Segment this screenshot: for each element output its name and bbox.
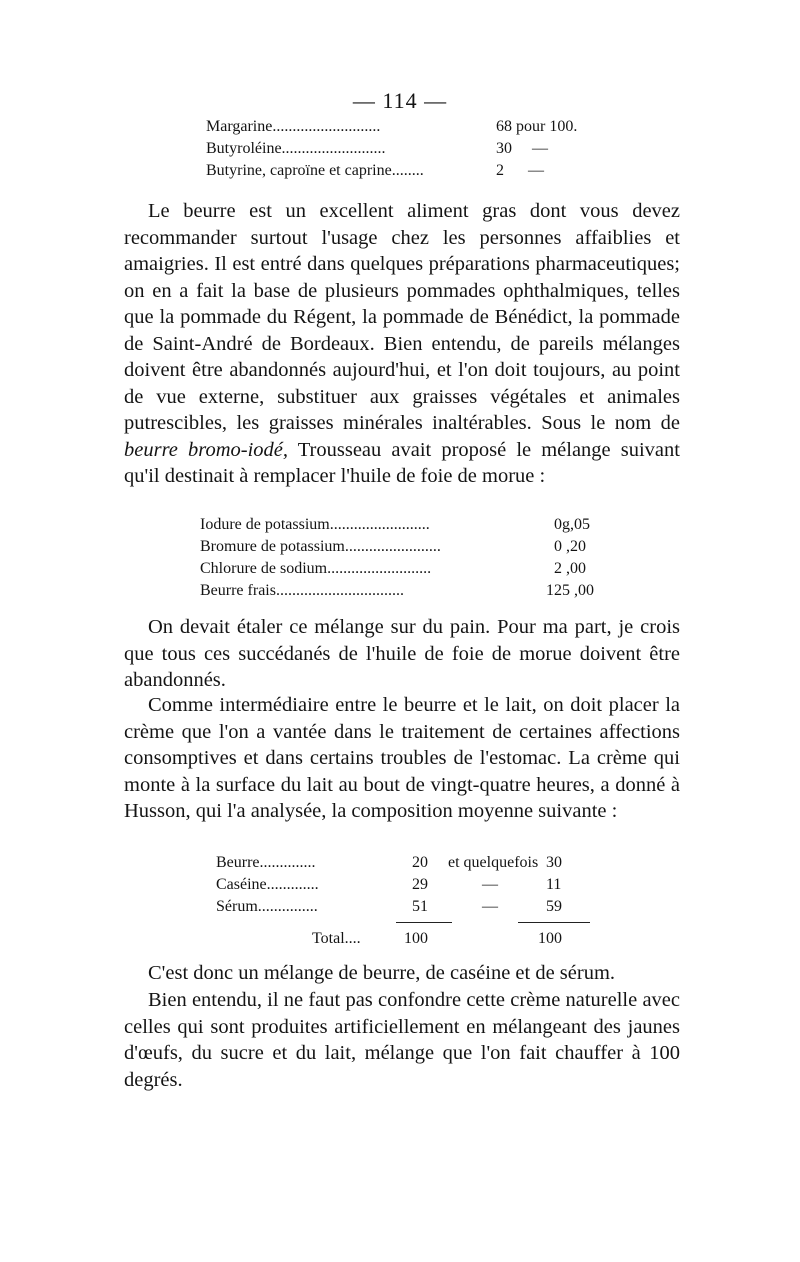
value-a: 20 bbox=[412, 854, 428, 871]
connector-text: et quelquefois bbox=[448, 854, 539, 871]
row-label: Margarine........................... bbox=[206, 118, 381, 135]
dash: — bbox=[482, 898, 498, 915]
row-label: Beurre frais................................ bbox=[200, 582, 404, 599]
table-row bbox=[216, 874, 596, 896]
para-italic: beurre bromo-iodé, bbox=[124, 438, 289, 461]
row-label: Iodure de potassium......................... bbox=[200, 516, 430, 533]
row-label: Butyrine, caproïne et caprine........ bbox=[206, 162, 424, 179]
value-b: 11 bbox=[546, 876, 562, 893]
table-row bbox=[206, 160, 626, 182]
table-row bbox=[216, 896, 596, 918]
table-row bbox=[206, 116, 626, 138]
recipe-table bbox=[200, 514, 620, 602]
row-value: 30 — bbox=[496, 140, 548, 157]
total-a: 100 bbox=[404, 930, 428, 947]
row-label: Butyroléine.......................... bbox=[206, 140, 386, 157]
value-a: 29 bbox=[412, 876, 428, 893]
paragraph-spread bbox=[124, 614, 680, 694]
dash: — bbox=[482, 876, 498, 893]
para-text: On devait étaler ce mélange sur du pain. Pour ma part, je crois que tous ces succédanés de l'huile de foie de morue doivent être abandonnés. bbox=[124, 616, 680, 691]
table-row bbox=[206, 138, 626, 160]
row-label: Beurre.............. bbox=[216, 854, 316, 871]
table-row bbox=[216, 852, 596, 874]
value-b: 30 bbox=[546, 854, 562, 871]
sum-rule-a bbox=[396, 922, 452, 923]
cream-table bbox=[216, 852, 596, 952]
table-row bbox=[200, 580, 620, 602]
table-row bbox=[200, 536, 620, 558]
page-number: — 114 — bbox=[352, 88, 448, 113]
row-value: 0 ,20 bbox=[554, 538, 586, 555]
row-value: 2 — bbox=[496, 162, 544, 179]
para-text: Trousseau avait proposé le mélange suivant qu'il destinait à remplacer l'huile de foie de morue : bbox=[124, 438, 680, 487]
total-b: 100 bbox=[538, 930, 562, 947]
fats-table bbox=[206, 116, 626, 182]
paragraph-cream bbox=[124, 692, 680, 825]
value-b: 59 bbox=[546, 898, 562, 915]
total-label: Total.... bbox=[312, 930, 361, 947]
row-value: 2 ,00 bbox=[554, 560, 586, 577]
table-row bbox=[200, 558, 620, 580]
para-text: Bien entendu, il ne faut pas confondre cette crème naturelle avec celles qui sont produites artificiellement en mélangeant des jaunes d'œufs, du sucre et du lait, mélange que l'on fait chauffer à 100 degrés. bbox=[124, 989, 680, 1091]
para-text: Comme intermédiaire entre le beurre et le lait, on doit placer la crème que l'on a vantée dans le traitement de certaines affections consomptives et dans certains troubles de l'estomac. La crème qui monte à la surface du lait au bout de vingt-quatre heures, a donné à Husson, qui l'a analysée, la composition moyenne suivante : bbox=[124, 694, 680, 822]
row-value: 0g,05 bbox=[554, 516, 590, 533]
row-value: 125 ,00 bbox=[546, 582, 594, 599]
table-row bbox=[200, 514, 620, 536]
row-label: Bromure de potassium........................ bbox=[200, 538, 441, 555]
row-value: 68 pour 100. bbox=[496, 118, 578, 135]
row-label: Chlorure de sodium.......................... bbox=[200, 560, 432, 577]
para-text: Le beurre est un excellent aliment gras dont vous devez recommander surtout l'usage chez les personnes affaiblies et amaigries. Il est entré dans quelques préparations pharmaceutiques; on en a fait la base de plusieurs pommades ophthalmiques, telles que la pommade du Régent, la pommade de Bénédict, la pommade de Saint-André de Bordeaux. Bien entendu, de pareils mélanges doivent être abandonnés aujourd'hui, et l'on doit toujours, au point de vue externe, substituer aux graisses végétales et animales putrescibles, les graisses minérales inaltérables. Sous le nom de bbox=[124, 200, 680, 434]
total-row bbox=[216, 928, 596, 950]
value-a: 51 bbox=[412, 898, 428, 915]
sum-rule-b bbox=[518, 922, 590, 923]
para-text: C'est donc un mélange de beurre, de caséine et de sérum. bbox=[148, 962, 616, 984]
row-label: Caséine............. bbox=[216, 876, 319, 893]
paragraph-summary bbox=[124, 960, 680, 987]
row-label: Sérum............... bbox=[216, 898, 318, 915]
paragraph-artificial-cream bbox=[124, 987, 680, 1093]
paragraph-butter bbox=[124, 198, 680, 490]
